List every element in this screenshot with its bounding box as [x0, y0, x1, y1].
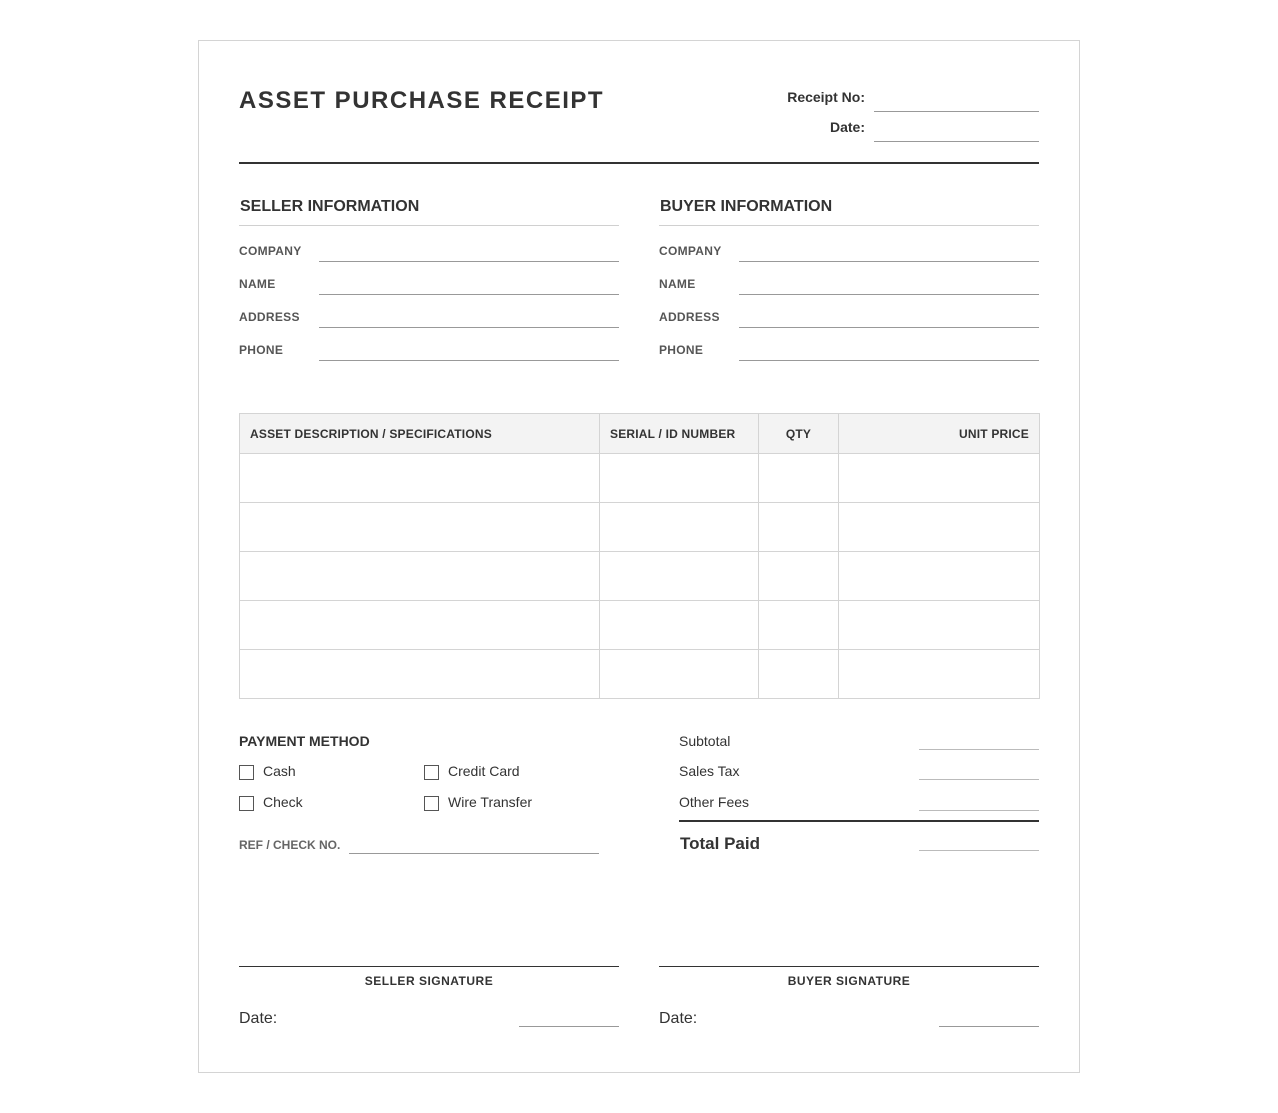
- serial-cell[interactable]: [600, 601, 759, 650]
- seller-phone-field[interactable]: [319, 360, 619, 361]
- seller-name-field[interactable]: [319, 294, 619, 295]
- cash-label: Cash: [263, 763, 296, 779]
- buyer-phone-label: PHONE: [659, 343, 704, 357]
- total-paid-field[interactable]: [919, 850, 1039, 851]
- wire-transfer-label: Wire Transfer: [448, 794, 533, 810]
- seller-phone-label: PHONE: [239, 343, 284, 357]
- seller-address-label: ADDRESS: [239, 310, 300, 324]
- column-header-description: ASSET DESCRIPTION / SPECIFICATIONS: [240, 414, 600, 454]
- seller-name-label: NAME: [239, 277, 276, 291]
- subtotal-field[interactable]: [919, 749, 1039, 750]
- seller-company-field[interactable]: [319, 261, 619, 262]
- buyer-section-title: BUYER INFORMATION: [660, 198, 833, 215]
- buyer-phone-field[interactable]: [739, 360, 1039, 361]
- buyer-company-label: COMPANY: [659, 244, 722, 258]
- buyer-date-label: Date:: [659, 1010, 698, 1027]
- buyer-company-field[interactable]: [739, 261, 1039, 262]
- header-date-field[interactable]: [874, 141, 1039, 142]
- buyer-date-field[interactable]: [939, 1026, 1039, 1027]
- other-fees-field[interactable]: [919, 810, 1039, 811]
- description-cell[interactable]: [240, 454, 600, 503]
- buyer-address-field[interactable]: [739, 327, 1039, 328]
- buyer-section-divider: [659, 225, 1039, 226]
- other-fees-label: Other Fees: [679, 794, 750, 810]
- payment-method-title: PAYMENT METHOD: [239, 733, 370, 749]
- seller-signature-line[interactable]: [239, 966, 619, 967]
- table-row: [240, 552, 1040, 601]
- serial-cell[interactable]: [600, 650, 759, 699]
- receipt-no-field[interactable]: [874, 111, 1039, 112]
- qty-cell[interactable]: [759, 552, 839, 601]
- qty-cell[interactable]: [759, 650, 839, 699]
- seller-date-label: Date:: [239, 1010, 278, 1027]
- seller-company-label: COMPANY: [239, 244, 302, 258]
- table-row: [240, 650, 1040, 699]
- unit-price-cell[interactable]: [839, 552, 1040, 601]
- buyer-name-field[interactable]: [739, 294, 1039, 295]
- serial-cell[interactable]: [600, 454, 759, 503]
- serial-cell[interactable]: [600, 503, 759, 552]
- qty-cell[interactable]: [759, 454, 839, 503]
- check-label: Check: [263, 794, 303, 810]
- ref-check-no-field[interactable]: [349, 853, 599, 854]
- description-cell[interactable]: [240, 601, 600, 650]
- qty-cell[interactable]: [759, 601, 839, 650]
- seller-address-field[interactable]: [319, 327, 619, 328]
- cash-checkbox[interactable]: [239, 765, 254, 780]
- unit-price-cell[interactable]: [839, 503, 1040, 552]
- seller-section-title: SELLER INFORMATION: [240, 198, 420, 215]
- description-cell[interactable]: [240, 503, 600, 552]
- buyer-signature-line[interactable]: [659, 966, 1039, 967]
- sales-tax-label: Sales Tax: [679, 763, 740, 779]
- ref-check-no-label: REF / CHECK NO.: [239, 838, 341, 852]
- unit-price-cell[interactable]: [839, 601, 1040, 650]
- buyer-address-label: ADDRESS: [659, 310, 720, 324]
- description-cell[interactable]: [240, 650, 600, 699]
- qty-cell[interactable]: [759, 503, 839, 552]
- total-divider: [679, 820, 1039, 822]
- header-date-label: Date:: [829, 119, 865, 135]
- buyer-name-label: NAME: [659, 277, 696, 291]
- table-row: [240, 601, 1040, 650]
- unit-price-cell[interactable]: [839, 454, 1040, 503]
- column-header-serial: SERIAL / ID NUMBER: [600, 414, 759, 454]
- sales-tax-field[interactable]: [919, 779, 1039, 780]
- column-header-unit-price: UNIT PRICE: [839, 414, 1040, 454]
- asset-items-table: [239, 413, 1040, 699]
- wire-transfer-checkbox[interactable]: [424, 796, 439, 811]
- seller-date-field[interactable]: [519, 1026, 619, 1027]
- unit-price-cell[interactable]: [839, 650, 1040, 699]
- table-row: [240, 503, 1040, 552]
- subtotal-label: Subtotal: [679, 733, 731, 749]
- page-title: ASSET PURCHASE RECEIPT: [239, 87, 605, 114]
- description-cell[interactable]: [240, 552, 600, 601]
- check-checkbox[interactable]: [239, 796, 254, 811]
- table-row: [240, 454, 1040, 503]
- receipt-page: [198, 40, 1080, 1073]
- buyer-signature-label: BUYER SIGNATURE: [787, 974, 911, 988]
- header-divider: [239, 162, 1039, 164]
- seller-signature-label: SELLER SIGNATURE: [364, 974, 494, 988]
- column-header-qty: QTY: [759, 414, 839, 454]
- serial-cell[interactable]: [600, 552, 759, 601]
- credit-card-checkbox[interactable]: [424, 765, 439, 780]
- table-header-row: [240, 414, 1040, 454]
- credit-card-label: Credit Card: [448, 763, 520, 779]
- seller-section-divider: [239, 225, 619, 226]
- total-paid-label: Total Paid: [680, 834, 760, 853]
- receipt-no-label: Receipt No:: [787, 89, 865, 105]
